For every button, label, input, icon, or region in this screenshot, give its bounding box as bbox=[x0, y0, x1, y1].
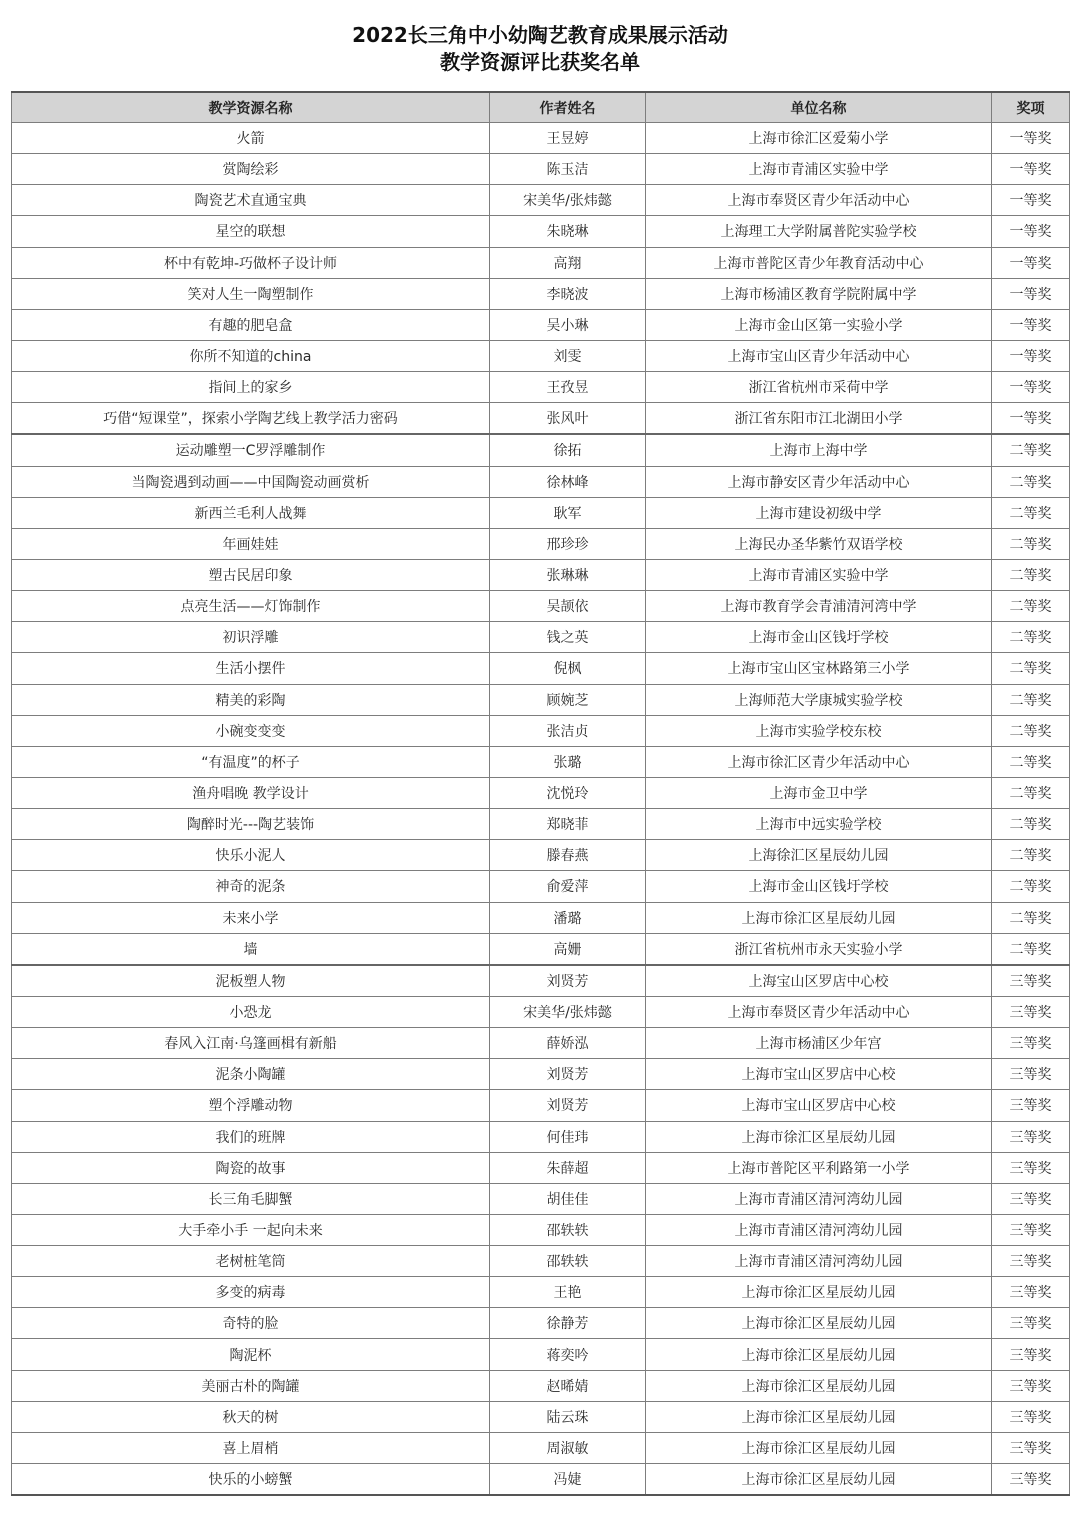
cell-award: 二等奖 bbox=[992, 591, 1070, 622]
table-row bbox=[12, 1277, 1070, 1308]
cell-resource-name: 巧借“短课堂”，探索小学陶艺线上教学活力密码 bbox=[12, 403, 490, 435]
cell-author-name: 吴颉依 bbox=[490, 591, 646, 622]
cell-resource-name: 喜上眉梢 bbox=[12, 1432, 490, 1463]
cell-organization: 上海市中远实验学校 bbox=[646, 809, 992, 840]
cell-author-name: 王昱婷 bbox=[490, 123, 646, 154]
cell-resource-name: 快乐小泥人 bbox=[12, 840, 490, 871]
cell-resource-name: 奇特的脸 bbox=[12, 1308, 490, 1339]
table-row bbox=[12, 559, 1070, 590]
cell-award: 一等奖 bbox=[992, 278, 1070, 309]
cell-award: 一等奖 bbox=[992, 185, 1070, 216]
cell-author-name: 张风叶 bbox=[490, 403, 646, 435]
table-row bbox=[12, 403, 1070, 435]
cell-award: 三等奖 bbox=[992, 1277, 1070, 1308]
cell-award: 二等奖 bbox=[992, 902, 1070, 933]
cell-organization: 上海市宝山区青少年活动中心 bbox=[646, 340, 992, 371]
table-row bbox=[12, 996, 1070, 1027]
table-row bbox=[12, 653, 1070, 684]
cell-award: 二等奖 bbox=[992, 809, 1070, 840]
table-row bbox=[12, 434, 1070, 466]
cell-author-name: 张琳琳 bbox=[490, 559, 646, 590]
cell-resource-name: 当陶瓷遇到动画——中国陶瓷动画赏析 bbox=[12, 466, 490, 497]
cell-author-name: 朱薛超 bbox=[490, 1152, 646, 1183]
cell-award: 一等奖 bbox=[992, 372, 1070, 403]
cell-resource-name: 泥板塑人物 bbox=[12, 965, 490, 997]
cell-resource-name: 年画娃娃 bbox=[12, 528, 490, 559]
cell-organization: 上海市金山区第一实验小学 bbox=[646, 309, 992, 340]
cell-organization: 上海市徐汇区星辰幼儿园 bbox=[646, 902, 992, 933]
cell-award: 三等奖 bbox=[992, 1339, 1070, 1370]
cell-award: 二等奖 bbox=[992, 777, 1070, 808]
title-line-2: 教学资源评比获奖名单 bbox=[440, 50, 640, 74]
cell-author-name: 吴小琳 bbox=[490, 309, 646, 340]
table-row bbox=[12, 746, 1070, 777]
cell-author-name: 邢珍珍 bbox=[490, 528, 646, 559]
cell-award: 三等奖 bbox=[992, 1246, 1070, 1277]
cell-resource-name: 杯中有乾坤-巧做杯子设计师 bbox=[12, 247, 490, 278]
cell-resource-name: 神奇的泥条 bbox=[12, 871, 490, 902]
cell-author-name: 张璐 bbox=[490, 746, 646, 777]
cell-author-name: 徐林峰 bbox=[490, 466, 646, 497]
cell-award: 二等奖 bbox=[992, 715, 1070, 746]
cell-award: 二等奖 bbox=[992, 434, 1070, 466]
cell-award: 三等奖 bbox=[992, 1464, 1070, 1496]
cell-organization: 上海市奉贤区青少年活动中心 bbox=[646, 996, 992, 1027]
cell-resource-name: 笑对人生一陶塑制作 bbox=[12, 278, 490, 309]
cell-award: 二等奖 bbox=[992, 466, 1070, 497]
cell-resource-name: 陶瓷的故事 bbox=[12, 1152, 490, 1183]
table-row bbox=[12, 123, 1070, 154]
cell-resource-name: 塑个浮雕动物 bbox=[12, 1090, 490, 1121]
cell-resource-name: 生活小摆件 bbox=[12, 653, 490, 684]
cell-resource-name: 陶瓷艺术直通宝典 bbox=[12, 185, 490, 216]
cell-organization: 上海市徐汇区青少年活动中心 bbox=[646, 746, 992, 777]
cell-award: 一等奖 bbox=[992, 123, 1070, 154]
cell-resource-name: 小恐龙 bbox=[12, 996, 490, 1027]
awards-table bbox=[11, 91, 1070, 1496]
table-row bbox=[12, 840, 1070, 871]
cell-organization: 上海市上海中学 bbox=[646, 434, 992, 466]
cell-award: 三等奖 bbox=[992, 1401, 1070, 1432]
cell-award: 三等奖 bbox=[992, 1183, 1070, 1214]
cell-author-name: 陆云珠 bbox=[490, 1401, 646, 1432]
cell-organization: 上海市杨浦区少年宫 bbox=[646, 1028, 992, 1059]
table-row bbox=[12, 1028, 1070, 1059]
cell-author-name: 宋美华/张炜懿 bbox=[490, 185, 646, 216]
cell-resource-name: 老树桩笔筒 bbox=[12, 1246, 490, 1277]
cell-award: 三等奖 bbox=[992, 1214, 1070, 1245]
cell-author-name: 何佳玮 bbox=[490, 1121, 646, 1152]
cell-award: 一等奖 bbox=[992, 216, 1070, 247]
cell-organization: 上海宝山区罗店中心校 bbox=[646, 965, 992, 997]
title-line-1: 2022长三角中小幼陶艺教育成果展示活动 bbox=[352, 23, 728, 47]
cell-resource-name: 星空的联想 bbox=[12, 216, 490, 247]
table-row bbox=[12, 902, 1070, 933]
table-row bbox=[12, 1214, 1070, 1245]
table-row bbox=[12, 1059, 1070, 1090]
table-row bbox=[12, 309, 1070, 340]
cell-organization: 上海市静安区青少年活动中心 bbox=[646, 466, 992, 497]
table-row bbox=[12, 1121, 1070, 1152]
cell-resource-name: 多变的病毒 bbox=[12, 1277, 490, 1308]
cell-author-name: 刘雯 bbox=[490, 340, 646, 371]
header-resource-name: 教学资源名称 bbox=[12, 92, 490, 123]
cell-organization: 上海市普陀区青少年教育活动中心 bbox=[646, 247, 992, 278]
table-row bbox=[12, 340, 1070, 371]
cell-award: 三等奖 bbox=[992, 1152, 1070, 1183]
table-row bbox=[12, 1308, 1070, 1339]
table-row bbox=[12, 965, 1070, 997]
cell-author-name: 潘璐 bbox=[490, 902, 646, 933]
cell-resource-name: “有温度”的杯子 bbox=[12, 746, 490, 777]
cell-organization: 上海市徐汇区星辰幼儿园 bbox=[646, 1121, 992, 1152]
cell-award: 一等奖 bbox=[992, 247, 1070, 278]
cell-resource-name: 我们的班牌 bbox=[12, 1121, 490, 1152]
cell-award: 一等奖 bbox=[992, 154, 1070, 185]
cell-award: 三等奖 bbox=[992, 1090, 1070, 1121]
cell-organization: 浙江省杭州市采荷中学 bbox=[646, 372, 992, 403]
header-award: 奖项 bbox=[992, 92, 1070, 123]
cell-resource-name: 陶醉时光---陶艺装饰 bbox=[12, 809, 490, 840]
cell-author-name: 高姗 bbox=[490, 933, 646, 965]
table-header-row bbox=[12, 92, 1070, 123]
cell-award: 三等奖 bbox=[992, 1121, 1070, 1152]
table-row bbox=[12, 777, 1070, 808]
cell-organization: 上海市徐汇区星辰幼儿园 bbox=[646, 1308, 992, 1339]
cell-organization: 上海民办圣华紫竹双语学校 bbox=[646, 528, 992, 559]
cell-resource-name: 初识浮雕 bbox=[12, 622, 490, 653]
table-row bbox=[12, 247, 1070, 278]
cell-author-name: 冯婕 bbox=[490, 1464, 646, 1496]
cell-resource-name: 赏陶绘彩 bbox=[12, 154, 490, 185]
table-row bbox=[12, 1152, 1070, 1183]
cell-award: 三等奖 bbox=[992, 996, 1070, 1027]
table-row bbox=[12, 1370, 1070, 1401]
cell-organization: 上海市杨浦区教育学院附属中学 bbox=[646, 278, 992, 309]
header-organization: 单位名称 bbox=[646, 92, 992, 123]
cell-award: 二等奖 bbox=[992, 684, 1070, 715]
cell-author-name: 邵轶轶 bbox=[490, 1214, 646, 1245]
table-row bbox=[12, 278, 1070, 309]
table-row bbox=[12, 1090, 1070, 1121]
cell-award: 二等奖 bbox=[992, 746, 1070, 777]
cell-author-name: 蒋奕吟 bbox=[490, 1339, 646, 1370]
cell-author-name: 朱晓琳 bbox=[490, 216, 646, 247]
cell-author-name: 顾婉芝 bbox=[490, 684, 646, 715]
cell-author-name: 邵轶轶 bbox=[490, 1246, 646, 1277]
cell-organization: 上海市金卫中学 bbox=[646, 777, 992, 808]
cell-award: 一等奖 bbox=[992, 403, 1070, 435]
cell-organization: 上海市青浦区实验中学 bbox=[646, 559, 992, 590]
cell-author-name: 薛娇泓 bbox=[490, 1028, 646, 1059]
cell-organization: 上海市徐汇区星辰幼儿园 bbox=[646, 1464, 992, 1496]
cell-author-name: 徐拓 bbox=[490, 434, 646, 466]
cell-award: 二等奖 bbox=[992, 497, 1070, 528]
table-row bbox=[12, 497, 1070, 528]
table-body bbox=[12, 123, 1070, 1496]
cell-organization: 上海师范大学康城实验学校 bbox=[646, 684, 992, 715]
cell-organization: 上海市徐汇区星辰幼儿园 bbox=[646, 1401, 992, 1432]
cell-resource-name: 陶泥杯 bbox=[12, 1339, 490, 1370]
cell-resource-name: 你所不知道的china bbox=[12, 340, 490, 371]
cell-organization: 上海市青浦区清河湾幼儿园 bbox=[646, 1183, 992, 1214]
cell-organization: 上海市宝山区罗店中心校 bbox=[646, 1059, 992, 1090]
cell-author-name: 赵晞婧 bbox=[490, 1370, 646, 1401]
table-row bbox=[12, 1464, 1070, 1496]
cell-author-name: 沈悦玲 bbox=[490, 777, 646, 808]
cell-organization: 上海市金山区钱圩学校 bbox=[646, 871, 992, 902]
cell-resource-name: 长三角毛脚蟹 bbox=[12, 1183, 490, 1214]
cell-organization: 上海市普陀区平利路第一小学 bbox=[646, 1152, 992, 1183]
cell-author-name: 耿军 bbox=[490, 497, 646, 528]
document-title bbox=[0, 22, 1080, 76]
cell-resource-name: 塑古民居印象 bbox=[12, 559, 490, 590]
cell-resource-name: 点亮生活——灯饰制作 bbox=[12, 591, 490, 622]
cell-organization: 上海市青浦区清河湾幼儿园 bbox=[646, 1214, 992, 1245]
cell-author-name: 刘贤芳 bbox=[490, 965, 646, 997]
table-row bbox=[12, 216, 1070, 247]
table-row bbox=[12, 528, 1070, 559]
cell-resource-name: 大手牵小手 一起向未来 bbox=[12, 1214, 490, 1245]
table-row bbox=[12, 809, 1070, 840]
table-row bbox=[12, 684, 1070, 715]
table-row bbox=[12, 466, 1070, 497]
cell-author-name: 徐静芳 bbox=[490, 1308, 646, 1339]
cell-author-name: 刘贤芳 bbox=[490, 1090, 646, 1121]
cell-resource-name: 墙 bbox=[12, 933, 490, 965]
table-row bbox=[12, 933, 1070, 965]
cell-resource-name: 秋天的树 bbox=[12, 1401, 490, 1432]
cell-award: 一等奖 bbox=[992, 340, 1070, 371]
cell-award: 一等奖 bbox=[992, 309, 1070, 340]
cell-author-name: 陈玉洁 bbox=[490, 154, 646, 185]
cell-author-name: 俞爱萍 bbox=[490, 871, 646, 902]
cell-resource-name: 快乐的小螃蟹 bbox=[12, 1464, 490, 1496]
cell-author-name: 李晓波 bbox=[490, 278, 646, 309]
cell-resource-name: 渔舟唱晚 教学设计 bbox=[12, 777, 490, 808]
table-row bbox=[12, 185, 1070, 216]
cell-award: 二等奖 bbox=[992, 559, 1070, 590]
cell-organization: 上海理工大学附属普陀实验学校 bbox=[646, 216, 992, 247]
cell-resource-name: 精美的彩陶 bbox=[12, 684, 490, 715]
cell-resource-name: 火箭 bbox=[12, 123, 490, 154]
cell-organization: 上海市徐汇区星辰幼儿园 bbox=[646, 1370, 992, 1401]
cell-organization: 浙江省杭州市永天实验小学 bbox=[646, 933, 992, 965]
cell-resource-name: 新西兰毛利人战舞 bbox=[12, 497, 490, 528]
cell-award: 二等奖 bbox=[992, 933, 1070, 965]
table-row bbox=[12, 715, 1070, 746]
cell-author-name: 刘贤芳 bbox=[490, 1059, 646, 1090]
table-row bbox=[12, 1401, 1070, 1432]
cell-resource-name: 春风入江南·乌篷画楫有新船 bbox=[12, 1028, 490, 1059]
cell-award: 三等奖 bbox=[992, 1059, 1070, 1090]
cell-organization: 上海徐汇区星辰幼儿园 bbox=[646, 840, 992, 871]
table-row bbox=[12, 1432, 1070, 1463]
cell-resource-name: 泥条小陶罐 bbox=[12, 1059, 490, 1090]
cell-resource-name: 运动雕塑一C罗浮雕制作 bbox=[12, 434, 490, 466]
cell-organization: 上海市奉贤区青少年活动中心 bbox=[646, 185, 992, 216]
cell-author-name: 王孜昱 bbox=[490, 372, 646, 403]
cell-resource-name: 指间上的家乡 bbox=[12, 372, 490, 403]
header-author-name: 作者姓名 bbox=[490, 92, 646, 123]
table-row bbox=[12, 372, 1070, 403]
cell-author-name: 胡佳佳 bbox=[490, 1183, 646, 1214]
cell-resource-name: 小碗变变变 bbox=[12, 715, 490, 746]
cell-author-name: 张洁贞 bbox=[490, 715, 646, 746]
table-row bbox=[12, 154, 1070, 185]
cell-resource-name: 有趣的肥皂盒 bbox=[12, 309, 490, 340]
cell-author-name: 钱之英 bbox=[490, 622, 646, 653]
cell-author-name: 王艳 bbox=[490, 1277, 646, 1308]
cell-award: 二等奖 bbox=[992, 840, 1070, 871]
cell-author-name: 郑晓菲 bbox=[490, 809, 646, 840]
cell-organization: 上海市青浦区清河湾幼儿园 bbox=[646, 1246, 992, 1277]
cell-award: 二等奖 bbox=[992, 622, 1070, 653]
cell-award: 三等奖 bbox=[992, 1308, 1070, 1339]
cell-award: 三等奖 bbox=[992, 965, 1070, 997]
table-row bbox=[12, 871, 1070, 902]
cell-author-name: 周淑敏 bbox=[490, 1432, 646, 1463]
cell-organization: 上海市金山区钱圩学校 bbox=[646, 622, 992, 653]
cell-organization: 上海市徐汇区星辰幼儿园 bbox=[646, 1339, 992, 1370]
cell-organization: 上海市宝山区宝林路第三小学 bbox=[646, 653, 992, 684]
cell-award: 三等奖 bbox=[992, 1028, 1070, 1059]
cell-organization: 上海市徐汇区星辰幼儿园 bbox=[646, 1277, 992, 1308]
cell-organization: 上海市徐汇区星辰幼儿园 bbox=[646, 1432, 992, 1463]
table-row bbox=[12, 622, 1070, 653]
cell-author-name: 高翔 bbox=[490, 247, 646, 278]
cell-author-name: 滕春燕 bbox=[490, 840, 646, 871]
cell-author-name: 倪枫 bbox=[490, 653, 646, 684]
cell-resource-name: 美丽古朴的陶罐 bbox=[12, 1370, 490, 1401]
table-row bbox=[12, 1339, 1070, 1370]
cell-resource-name: 未来小学 bbox=[12, 902, 490, 933]
cell-award: 二等奖 bbox=[992, 871, 1070, 902]
cell-organization: 上海市青浦区实验中学 bbox=[646, 154, 992, 185]
cell-award: 三等奖 bbox=[992, 1370, 1070, 1401]
cell-organization: 上海市宝山区罗店中心校 bbox=[646, 1090, 992, 1121]
cell-author-name: 宋美华/张炜懿 bbox=[490, 996, 646, 1027]
table-row bbox=[12, 1246, 1070, 1277]
cell-organization: 上海市实验学校东校 bbox=[646, 715, 992, 746]
cell-organization: 上海市建设初级中学 bbox=[646, 497, 992, 528]
cell-organization: 浙江省东阳市江北湖田小学 bbox=[646, 403, 992, 435]
cell-award: 二等奖 bbox=[992, 528, 1070, 559]
cell-award: 三等奖 bbox=[992, 1432, 1070, 1463]
cell-organization: 上海市徐汇区爱菊小学 bbox=[646, 123, 992, 154]
cell-award: 二等奖 bbox=[992, 653, 1070, 684]
table-row bbox=[12, 1183, 1070, 1214]
cell-organization: 上海市教育学会青浦清河湾中学 bbox=[646, 591, 992, 622]
table-row bbox=[12, 591, 1070, 622]
